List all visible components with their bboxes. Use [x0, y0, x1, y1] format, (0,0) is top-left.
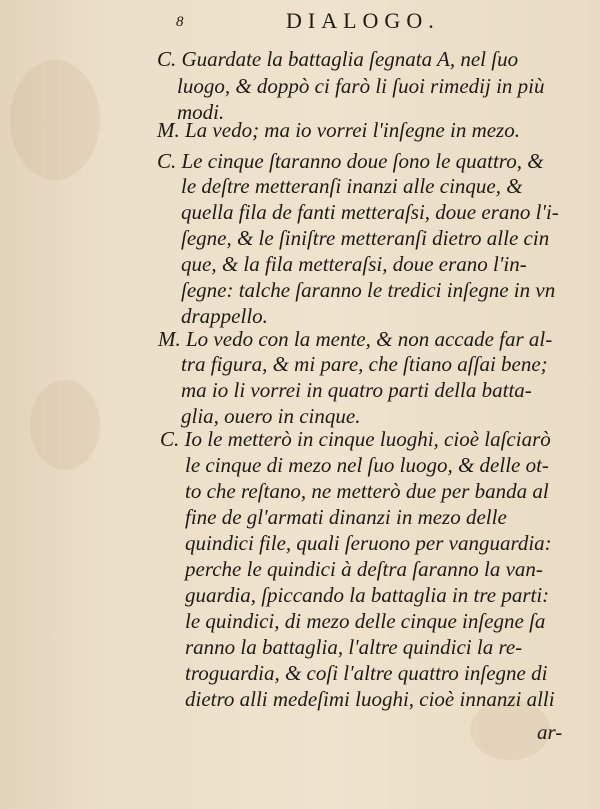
text-line: le quindici, di mezo delle cinque inſegne ſa — [185, 609, 546, 633]
text-line: luogo, & doppò ci farò li ſuoi rimedij in più — [177, 74, 545, 98]
paper-stain — [30, 380, 100, 470]
text-line: C. Guardate la battaglia ſegnata A, nel ſuo — [157, 47, 519, 71]
text-line: M. La vedo; ma io vorrei l'inſegne in mezo. — [157, 118, 520, 142]
paper-stain — [10, 60, 100, 180]
text-line: le cinque di mezo nel ſuo luogo, & delle ot- — [185, 453, 549, 477]
text-line: ma io li vorrei in quatro parti della batta- — [181, 378, 532, 402]
text-line: ſegne: talche ſaranno le tredici inſegne in vn — [181, 278, 556, 302]
text-line: tra figura, & mi pare, che ſtiano aſſai bene; — [181, 352, 548, 376]
text-line: le deſtre metteranſi inanzi alle cinque, & — [181, 174, 523, 198]
text-line: dietro alli medeſimi luoghi, cioè innanzi alli — [185, 687, 555, 711]
text-line: glia, ouero in cinque. — [181, 404, 361, 428]
text-line: troguardia, & coſi l'altre quattro inſegne di — [185, 661, 548, 685]
text-line: quindici file, quali ſeruono per vanguardia: — [185, 531, 552, 555]
text-line: quella fila de fanti metteraſsi, doue erano l'i- — [181, 200, 559, 224]
text-line: guardia, ſpiccando la battaglia in tre parti: — [185, 583, 550, 607]
text-line: perche le quindici à deſtra ſaranno la van- — [185, 557, 543, 581]
text-line: C. Le cinque ſtaranno doue ſono le quattro, & — [157, 149, 544, 173]
running-head: DIALOGO. — [286, 8, 440, 33]
text-line: C. Io le metterò in cinque luoghi, cioè laſciarò — [160, 427, 551, 451]
page-number: 8 — [176, 14, 184, 30]
text-line: drappello. — [181, 304, 268, 328]
text-line: fine de gl'armati dinanzi in mezo delle — [185, 505, 507, 529]
text-line: ar- — [537, 720, 563, 744]
page-header — [0, 4, 600, 34]
text-line: to che reſtano, ne metterò due per banda al — [185, 479, 549, 503]
text-line: ranno la battaglia, l'altre quindici la re- — [185, 635, 523, 659]
text-line: ſegne, & le ſiniſtre metteranſi dietro alle cin — [181, 226, 550, 250]
text-line: M. Lo vedo con la mente, & non accade far al- — [158, 327, 553, 351]
text-line: que, & la fila metteraſsi, doue erano l'in- — [181, 252, 527, 276]
text-line: modi. — [177, 100, 225, 124]
